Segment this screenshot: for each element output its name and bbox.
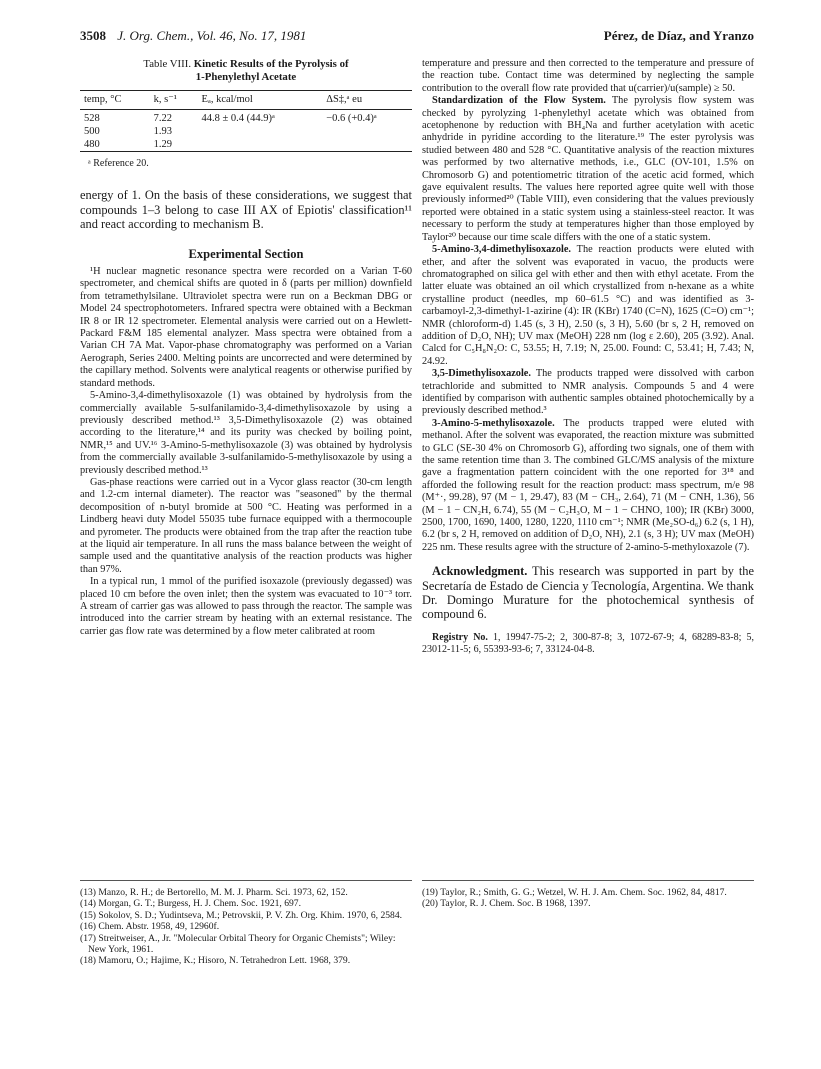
reference-item: (15) Sokolov, S. D.; Yudintseva, M.; Petrovskii, P. V. Zh. Org. Khim. 1970, 6, 2584. — [80, 909, 403, 921]
run-in-heading: 3-Amino-5-methylisoxazole. — [432, 417, 555, 429]
table-title-line2: 1-Phenylethyl Acetate — [195, 71, 297, 83]
run-in-heading: Standardization of the Flow System. — [432, 95, 606, 107]
paragraph: 3,5-Dimethylisoxazole. The products trapped were dissolved with carbon tetrachloride and submitted to NMR analysis. Compounds 5 and 4 were identified by comparison with authentic samples obtained photochemically by a previously described method.³ — [422, 368, 754, 417]
references-right — [422, 880, 754, 910]
section-heading: Experimental Section — [188, 246, 304, 261]
table-footnote: ᵃ Reference 20. — [88, 158, 149, 169]
paragraph: 3-Amino-5-methylisoxazole. The products trapped were eluted with methanol. After the solvent was evaporated, the reaction mixture was submitted to GLC (SE-30 4% on Chromosorb G), affording two signals, one of them with the same retention time than 3. The combined GLC/MS analysis of the mixture gave a fragmentation pattern coincident with the one reported for 3¹⁸ and afforded the following result for the reaction product: mass spectrum, m/e 98 (M⁺·, 99.28), 97 (M − 1, 29.47), 83 (M − CH₃, 2.64), 71 (M − CNH, 1.36), 56 (M − 1 − CN₂H, 6.74), 55 (M − C₂H₃O, M − 1 − CHNO, 100); IR (KBr) 3000, 2500, 1700, 1690, 1400, 1280, 1220, 1110 cm⁻¹; NMR (Me₂SO-d₆) 6.2 (s, 1 H), 6.2 (br s, 2 H, removed on addition of D₂O, NH), 2.1 (s, 3 H); UV max (MeOH) 225 nm. These results agree with the structure of 2-amino-5-methyloxazole (7). — [422, 417, 754, 553]
col-header-k: k, s⁻¹ — [153, 94, 177, 105]
left-column — [80, 58, 412, 638]
table-cell: 528 — [84, 113, 100, 124]
author-names: Pérez, de Díaz, and Yranzo — [603, 28, 754, 43]
table-cell: 500 — [84, 126, 100, 137]
paragraph: 5-Amino-3,4-dimethylisoxazole. The reaction products were eluted with ether, and after the solvent was evaporated in vacuo, the products were chromatographed on silica gel with ether and then with ethyl acetate. From the latter eluate was obtained an oil which crystallized from n-hexane as a white crystalline product (needles, mp 60–61.5 °C) and was identified as 3-carbamoyl-2,3-dimethyl-1-azirine (4): IR (KBr) 1740 (C=N), 1625 (C=O) cm⁻¹; NMR (chloroform-d) 1.45 (s, 3 H), 2.50 (s, 3 H), 5.60 (br s, 2 H, removed on addition of D₂O, NH); UV max (MeOH) 228 nm (log ε 2.60), 205 (3.92). Anal. Calcd for C₅H₈N₂O: C, 53.55; H, 7.19; N, 25.00. Found: C, 53.41; H, 7.43; N, 24.92. — [422, 244, 754, 367]
paragraph: In a typical run, 1 mmol of the purified isoxazole (previously degassed) was placed 10 cm before the oven inlet; then the system was evacuated to 10⁻³ torr. A stream of carrier gas was allowed to pass through the reactor. The sample was introduced into the carrier stream by heating with an external resistance. The carrier gas flow rate was determined by a flow meter calibrated at room — [80, 576, 412, 637]
journal-citation: J. Org. Chem., Vol. 46, No. 17, 1981 — [117, 28, 307, 43]
paragraph: 5-Amino-3,4-dimethylisoxazole (1) was obtained by hydrolysis from the commercially available 5-sulfanilamido-3,4-dimethylisoxazole by using a previously described method.¹³ 3,5-Dimethylisoxazole (2) was obtained according to the literature,¹⁴ and its purity was checked by boiling point, NMR,¹⁵ and UV.¹⁶ 3-Amino-5-methylisoxazole (3) was obtained by hydrolysis from the commercially available 3-sulfanilamido-5-methylisoxazole by using a previously described method.¹³ — [80, 390, 412, 476]
table-row — [80, 125, 412, 138]
reference-item: (20) Taylor, R. J. Chem. Soc. B 1968, 1397. — [422, 898, 591, 910]
run-in-heading: 3,5-Dimethylisoxazole. — [432, 368, 531, 380]
paragraph: Gas-phase reactions were carried out in a Vycor glass reactor (30-cm length and 1.2-cm internal diameter). The reactor was "seasoned" by the thermal decomposition of n-butyl bromide at 500 °C. Heating was performed in a Lindberg heavi duty Model 55035 tube furnace equipped with a thermocouple and pyrometer. The products were obtained from the trap after the reaction tube at the liquid air temperature. In all runs the mass balance between the weight of sample used and the quantitative analysis of the reaction products was higher than 97%. — [80, 476, 412, 575]
kinetic-results-table — [80, 90, 412, 152]
reference-item: (17) Streitweiser, A., Jr. "Molecular Orbital Theory for Organic Chemists"; Wiley: New York, 1961. — [80, 932, 396, 956]
intro-paragraph: energy of 1. On the basis of these considerations, we suggest that compounds 1–3 belong to case III AX of Epiotis' classification¹¹ and react according to mechanism B. — [80, 188, 412, 232]
table-row — [80, 138, 412, 152]
table-cell — [322, 138, 412, 152]
run-in-heading: Acknowledgment. — [432, 564, 528, 579]
table-row — [80, 110, 412, 126]
reference-item: (19) Taylor, R.; Smith, G. G.; Wetzel, W. H. J. Am. Chem. Soc. 1962, 84, 4817. — [422, 887, 727, 898]
references-left — [80, 880, 412, 967]
table-cell — [198, 125, 323, 138]
col-header-temp: temp, °C — [84, 94, 122, 105]
paragraph: Standardization of the Flow System. The pyrolysis flow system was checked by pyrolyzing 1-phenylethyl acetate which was obtained from acetophenone by reduction with BH₄Na and further acetylation with acetic anhydride in pyridine according to the literature.¹⁹ The ester pyrolysis was studied between 480 and 528 °C. Quantitative analysis of the reaction mixtures was performed by two alternative methods, i.e., GLC (OV-101, 1.5% on Chromosorb G) and potentiometric titration of the acetic acid formed, which gave equivalent results. The values here reported agree quite well with those previously informed²⁰ (Table VIII), even considering that the values previously reported were obtained in a static system using a stainless-steel reactor. It was necessary to perform the study at temperatures higher than those employed by Taylor²⁰ because our time scale differs with the one of a static system. — [422, 95, 754, 243]
registry-numbers: Registry No. 1, 19947-75-2; 2, 300-87-8; 3, 1072-67-9; 4, 68289-83-8; 5, 23012-11-5; 6, 55393-93-6; 7, 33124-04-8. — [422, 631, 754, 655]
paragraph: ¹H nuclear magnetic resonance spectra were recorded on a Varian T-60 spectrometer, and chemical shifts are quoted in δ (parts per million) downfield from tetramethylsilane. Ultraviolet spectra were run on a Beckman DBG or Model 24 spectrophotometers. Infrared spectra were obtained with a Beckman IR 8 or IR 12 spectrometer. Elemental analysis were carried out on a Hewlett-Packard F&M 185 elemental analyzer. Mass spectra were obtained from a Varian CH 7A Mat. Vapor-phase chromatography was performed on a Varian Aerograph, Series 2400. Melting points are uncorrected and were determined by the capillary method. Solvents were analytical reagents or otherwise purified by standard methods. — [80, 266, 412, 389]
table-cell: 1.29 — [153, 139, 172, 150]
reference-item: (18) Mamoru, O.; Hajime, K.; Hisoro, N. Tetrahedron Lett. 1968, 379. — [80, 955, 351, 967]
table-cell: 1.93 — [153, 126, 172, 137]
run-in-heading: Registry No. — [432, 631, 488, 643]
table-header-row — [80, 91, 412, 110]
table-title-line1: Kinetic Results of the Pyrolysis of — [193, 58, 349, 70]
reference-item: (14) Morgan, G. T.; Burgess, H. J. Chem. Soc. 1921, 697. — [80, 898, 302, 910]
table-cell: 480 — [84, 139, 100, 150]
table-label: Table VIII. — [143, 58, 192, 70]
paragraph: temperature and pressure and then corrected to the temperature and pressure of the reaction tube. Contact time was determined by neglecting the sample contribution to the overall flow rate provided that u(carrier)/u(sample) ≥ 50. — [422, 58, 754, 94]
page-number: 3508 — [80, 28, 106, 43]
table-caption — [80, 58, 412, 84]
table-cell: 7.22 — [153, 113, 172, 124]
table-cell — [198, 138, 323, 152]
page-header — [80, 28, 754, 48]
col-header-ds: ΔS‡,ᵃ eu — [326, 94, 363, 105]
table-cell — [322, 125, 412, 138]
acknowledgment: Acknowledgment. This research was supported in part by the Secretaría de Estado de Ciencia y Tecnología, Argentina. We thank Dr. Domingo Murature for the photochemical synthesis of compound 6. — [422, 564, 754, 622]
reference-item: (13) Manzo, R. H.; de Bertorello, M. M. J. Pharm. Sci. 1973, 62, 152. — [80, 887, 348, 898]
col-header-ea: Eₐ, kcal/mol — [201, 94, 253, 105]
table-cell: 44.8 ± 0.4 (44.9)ᵃ — [201, 113, 275, 124]
table-cell: −0.6 (+0.4)ᵃ — [326, 113, 377, 124]
run-in-heading: 5-Amino-3,4-dimethylisoxazole. — [432, 244, 571, 256]
right-column — [422, 58, 754, 656]
reference-item: (16) Chem. Abstr. 1958, 49, 12960f. — [80, 921, 220, 933]
